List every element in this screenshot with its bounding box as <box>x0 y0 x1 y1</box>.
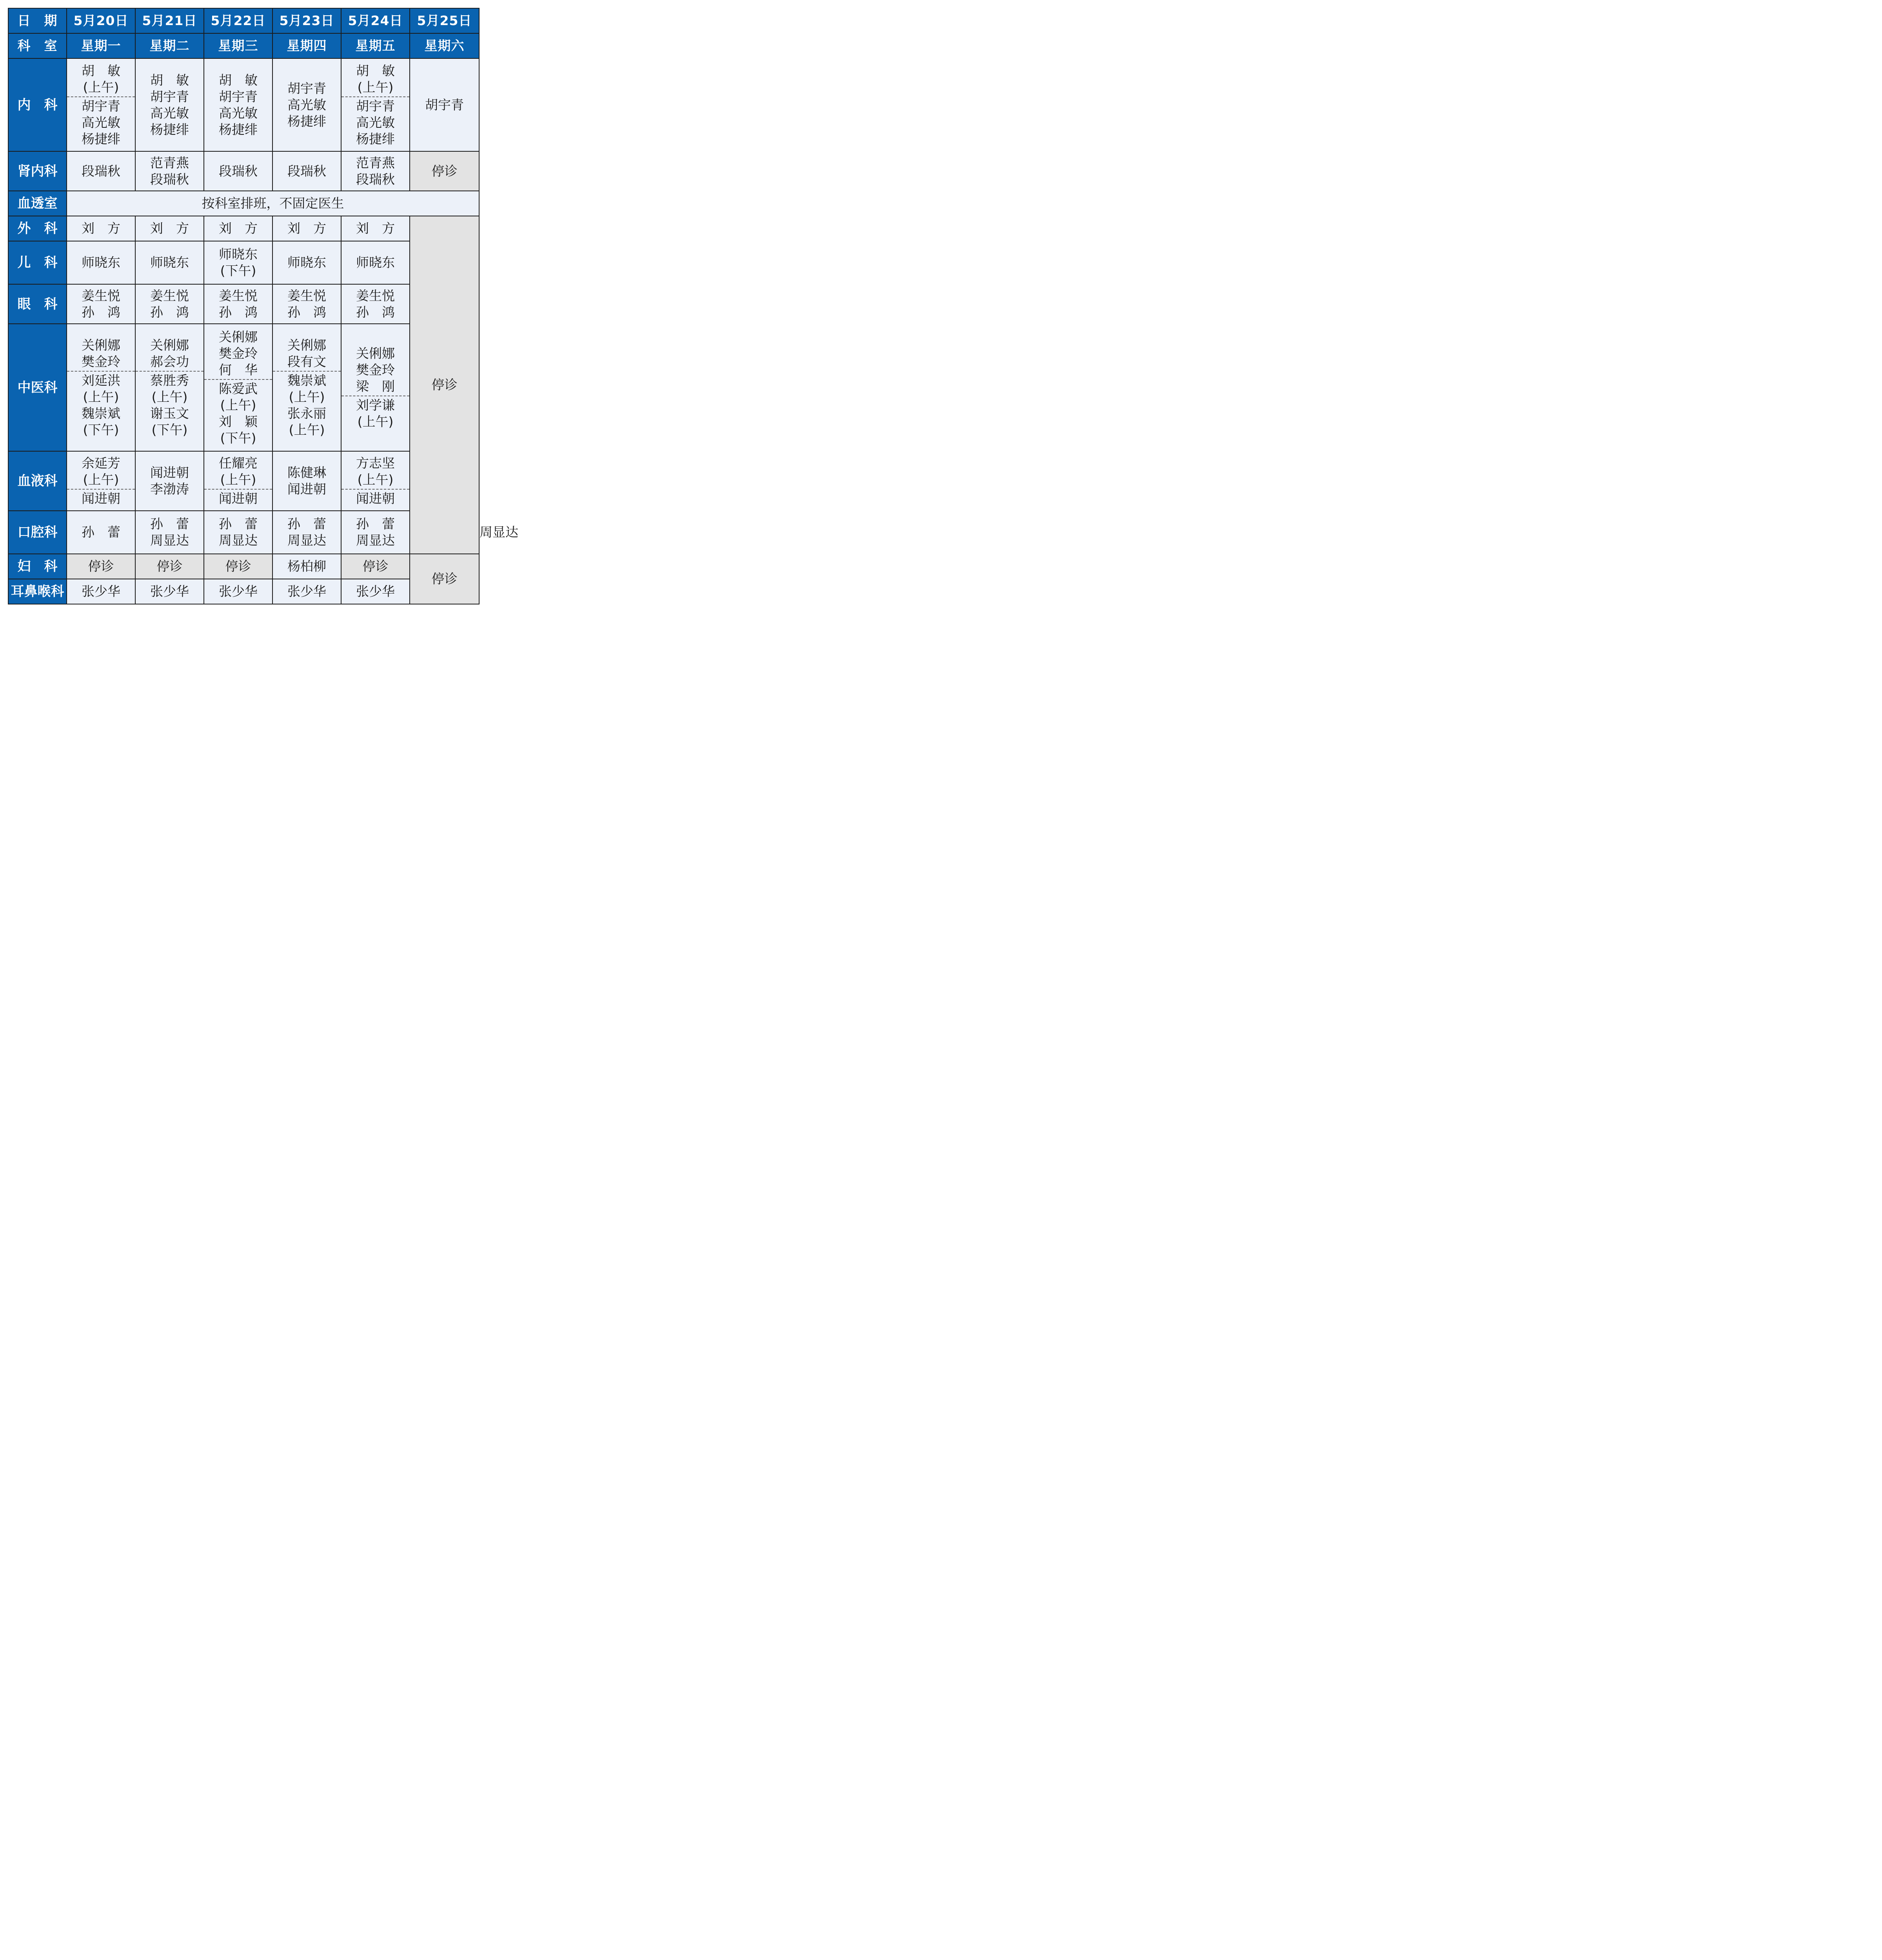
doctor-line: 杨柏柳 <box>287 559 326 574</box>
corner-department-label: 科 室 <box>8 33 67 58</box>
shift-block <box>136 583 203 601</box>
schedule-cell <box>204 579 272 604</box>
doctor-line: 停诊 <box>88 559 114 574</box>
schedule-cell <box>67 58 135 151</box>
doctor-line: (下午) <box>220 430 256 446</box>
schedule-cell <box>135 58 204 151</box>
schedule-cell <box>204 324 272 451</box>
shift-block <box>136 287 203 321</box>
schedule-cell <box>204 58 272 151</box>
shift-block <box>67 454 135 489</box>
row-waike <box>8 216 479 241</box>
schedule-cell <box>272 58 341 151</box>
shift-block <box>273 464 341 498</box>
doctor-line: 杨捷绯 <box>287 113 326 129</box>
doctor-line: 魏崇斌 <box>82 405 120 421</box>
department-label: 血液科 <box>8 451 67 511</box>
doctor-line: 关俐娜 <box>287 337 326 353</box>
schedule-cell <box>135 241 204 284</box>
department-label: 外 科 <box>8 216 67 241</box>
shift-block <box>67 557 135 575</box>
doctor-line: 高光敏 <box>356 114 395 130</box>
row-neike <box>8 58 479 151</box>
doctor-line: 刘 方 <box>219 221 258 236</box>
shift-block <box>67 523 135 541</box>
doctor-line: (上午) <box>220 397 256 413</box>
dialysis-note: 按科室排班，不固定医生 <box>67 191 479 216</box>
doctor-line: 任耀亮 <box>219 456 258 471</box>
schedule-cell <box>341 241 410 284</box>
shift-block <box>204 220 272 238</box>
row-erke <box>8 241 479 284</box>
closed-cell: 停诊 <box>410 554 479 604</box>
shift-block <box>273 583 341 601</box>
shift-block <box>204 583 272 601</box>
schedule-cell <box>67 511 135 554</box>
doctor-line: 杨捷绯 <box>150 122 189 137</box>
doctor-line: 陈健琳 <box>287 465 326 480</box>
doctor-line: 段瑞秋 <box>287 163 326 179</box>
shift-block <box>136 371 203 439</box>
doctor-line: 闻进朝 <box>219 491 258 506</box>
shift-block <box>136 71 203 139</box>
weekday-header: 星期四 <box>272 33 341 58</box>
doctor-line: 关俐娜 <box>150 337 189 353</box>
shift-block <box>273 336 341 371</box>
date-header: 5月22日 <box>204 8 272 33</box>
doctor-line: (上午) <box>357 472 394 487</box>
doctor-line: 范青燕 <box>356 155 395 171</box>
doctor-line: 孙 蕾 <box>150 516 189 532</box>
row-kouqiangke: 口腔科 孙 蕾 孙 蕾 周显达 孙 蕾 周显达 孙 蕾 周显达 孙 蕾 周显达 周显达 <box>8 511 479 554</box>
doctor-line: 胡宇青 <box>219 89 258 104</box>
date-header: 5月21日 <box>135 8 204 33</box>
date-header: 5月23日 <box>272 8 341 33</box>
schedule-cell <box>135 554 204 579</box>
schedule-cell <box>67 451 135 511</box>
schedule-cell <box>341 324 410 451</box>
doctor-line: 高光敏 <box>82 114 120 130</box>
schedule-cell <box>341 554 410 579</box>
schedule-cell <box>272 554 341 579</box>
doctor-line: 张少华 <box>82 584 120 599</box>
doctor-line: (上午) <box>83 79 119 95</box>
doctor-line: 段瑞秋 <box>356 171 395 187</box>
doctor-line: 余延芳 <box>82 456 120 471</box>
shift-block <box>204 245 272 280</box>
schedule-cell <box>341 579 410 604</box>
shift-block <box>204 557 272 575</box>
shift-block <box>342 254 409 272</box>
doctor-line: 孙 鸿 <box>82 304 120 320</box>
doctor-line: 周显达 <box>356 533 395 548</box>
doctor-line: 周显达 <box>219 533 258 548</box>
doctor-line: 樊金玲 <box>82 354 120 369</box>
doctor-line: 师晓东 <box>82 255 120 270</box>
shift-block <box>273 162 341 180</box>
schedule-cell <box>272 451 341 511</box>
doctor-line: 姜生悦 <box>82 288 120 303</box>
doctor-line: 师晓东 <box>356 255 395 270</box>
doctor-line: 蔡胜秀 <box>150 372 189 388</box>
doctor-line: 段瑞秋 <box>219 163 258 179</box>
shift-block <box>273 557 341 575</box>
schedule-cell <box>135 284 204 324</box>
doctor-line: 张少华 <box>219 584 258 599</box>
weekday-header: 星期五 <box>341 33 410 58</box>
shift-block <box>67 583 135 601</box>
shift-block <box>342 287 409 321</box>
doctor-line: 段瑞秋 <box>150 171 189 187</box>
date-header: 5月25日 <box>410 8 479 33</box>
shift-block <box>410 96 479 114</box>
doctor-line: 周显达 <box>150 533 189 548</box>
schedule-cell <box>341 511 410 554</box>
doctor-line: 孙 蕾 <box>287 516 326 532</box>
doctor-line: (上午) <box>357 414 394 429</box>
doctor-line: (上午) <box>220 472 256 487</box>
department-label: 内 科 <box>8 58 67 151</box>
shift-block <box>204 328 272 379</box>
doctor-line: 杨捷绯 <box>219 122 258 137</box>
doctor-line: 姜生悦 <box>356 288 395 303</box>
doctor-line: 姜生悦 <box>150 288 189 303</box>
schedule-cell <box>67 284 135 324</box>
shift-block <box>67 162 135 180</box>
schedule-cell <box>135 151 204 191</box>
schedule-cell <box>67 216 135 241</box>
row-yanke <box>8 284 479 324</box>
schedule-cell <box>272 579 341 604</box>
schedule-cell <box>341 284 410 324</box>
doctor-line: 樊金玲 <box>356 362 395 377</box>
row-zhongyike <box>8 324 479 451</box>
schedule-cell <box>410 58 479 151</box>
shift-block <box>342 489 409 508</box>
doctor-line: 刘学谦 <box>356 397 395 413</box>
schedule-cell <box>272 284 341 324</box>
department-label: 耳鼻喉科 <box>8 579 67 604</box>
department-label: 中医科 <box>8 324 67 451</box>
schedule-cell <box>135 451 204 511</box>
doctor-line: 孙 蕾 <box>356 516 395 532</box>
department-label: 儿 科 <box>8 241 67 284</box>
shift-block <box>273 287 341 321</box>
row-fuke <box>8 554 479 579</box>
department-label: 血透室 <box>8 191 67 216</box>
doctor-line: 郝会功 <box>150 354 189 369</box>
shift-block <box>136 464 203 498</box>
schedule-cell <box>67 241 135 284</box>
doctor-line: 段有文 <box>287 354 326 369</box>
doctor-line: 闻进朝 <box>356 491 395 506</box>
schedule-cell <box>135 216 204 241</box>
schedule-cell <box>341 451 410 511</box>
doctor-line: (下午) <box>151 422 188 437</box>
doctor-line: 魏崇斌 <box>287 372 326 388</box>
doctor-line: (上午) <box>289 389 325 405</box>
shift-block <box>342 396 409 431</box>
corner-date-label: 日 期 <box>8 8 67 33</box>
doctor-line: 李渤涛 <box>150 481 189 497</box>
doctor-line: 闻进朝 <box>82 491 120 506</box>
schedule-cell <box>341 151 410 191</box>
department-label: 口腔科 <box>8 511 67 554</box>
schedule-cell <box>204 451 272 511</box>
weekday-header: 星期六 <box>410 33 479 58</box>
doctor-line: 胡 敏 <box>82 63 120 78</box>
doctor-line: (上午) <box>357 79 394 95</box>
doctor-line: 张少华 <box>150 584 189 599</box>
shift-block <box>273 220 341 238</box>
doctor-line: 胡 敏 <box>150 72 189 88</box>
row-erbihouke <box>8 579 479 604</box>
weekday-header: 星期三 <box>204 33 272 58</box>
shift-block <box>67 287 135 321</box>
shift-block <box>204 454 272 489</box>
department-label: 眼 科 <box>8 284 67 324</box>
row-xuetoushi <box>8 191 479 216</box>
doctor-line: 杨捷绯 <box>82 131 120 147</box>
doctor-line: 关俐娜 <box>356 345 395 361</box>
shift-block <box>136 336 203 371</box>
doctor-line: (上午) <box>289 422 325 437</box>
doctor-line: 停诊 <box>225 559 251 574</box>
date-header: 5月20日 <box>67 8 135 33</box>
schedule-cell <box>272 216 341 241</box>
schedule-cell <box>204 554 272 579</box>
schedule-cell <box>67 554 135 579</box>
doctor-line: 刘 颖 <box>219 414 258 429</box>
doctor-line: 周显达 <box>287 533 326 548</box>
shift-block <box>273 80 341 131</box>
schedule-cell <box>272 324 341 451</box>
doctor-line: 刘 方 <box>150 221 189 236</box>
shift-block <box>342 557 409 575</box>
doctor-line: 陈爱武 <box>219 381 258 396</box>
doctor-line: 孙 鸿 <box>356 304 395 320</box>
doctor-line: 孙 蕾 <box>219 516 258 532</box>
shift-block <box>342 583 409 601</box>
shift-block <box>136 557 203 575</box>
shift-block <box>67 254 135 272</box>
schedule-cell <box>67 579 135 604</box>
doctor-line: 樊金玲 <box>219 345 258 361</box>
doctor-line: (上午) <box>83 389 119 405</box>
doctor-line: 胡宇青 <box>287 80 326 96</box>
doctor-line: 杨捷绯 <box>356 131 395 147</box>
doctor-line: 刘 方 <box>82 221 120 236</box>
schedule-cell <box>67 324 135 451</box>
doctor-line: 高光敏 <box>287 97 326 113</box>
doctor-line: 段瑞秋 <box>82 163 120 179</box>
doctor-line: 张少华 <box>287 584 326 599</box>
doctor-line: 方志坚 <box>356 456 395 471</box>
shift-block <box>342 96 409 148</box>
doctor-line: 关俐娜 <box>219 329 258 345</box>
doctor-line: 师晓东 <box>287 255 326 270</box>
shift-block <box>204 379 272 447</box>
doctor-line: 孙 鸿 <box>150 304 189 320</box>
closed-cell: 停诊 <box>410 216 479 554</box>
doctor-line: 谢玉文 <box>150 405 189 421</box>
shift-block <box>273 515 341 550</box>
schedule-cell <box>272 511 341 554</box>
shift-block <box>67 371 135 439</box>
shift-block <box>204 287 272 321</box>
doctor-line: 师晓东 <box>150 255 189 270</box>
shift-block <box>342 515 409 550</box>
doctor-line: 师晓东 <box>219 247 258 262</box>
shift-block <box>342 345 409 396</box>
date-row <box>8 8 479 33</box>
schedule-cell <box>272 241 341 284</box>
doctor-line: 胡宇青 <box>425 97 464 113</box>
doctor-line: 孙 鸿 <box>219 304 258 320</box>
doctor-line: 刘 方 <box>356 221 395 236</box>
weekday-header: 星期一 <box>67 33 135 58</box>
shift-block <box>67 96 135 148</box>
schedule-cell <box>341 216 410 241</box>
doctor-line: 姜生悦 <box>287 288 326 303</box>
schedule-cell <box>204 151 272 191</box>
duty-schedule-table <box>8 8 518 604</box>
weekday-header: 星期二 <box>135 33 204 58</box>
schedule-cell <box>204 241 272 284</box>
doctor-line: (下午) <box>83 422 119 437</box>
schedule-cell <box>204 511 272 554</box>
weekday-row <box>8 33 479 58</box>
doctor-line: 刘延洪 <box>82 372 120 388</box>
schedule-cell <box>135 511 204 554</box>
department-label: 肾内科 <box>8 151 67 191</box>
shift-block <box>342 454 409 489</box>
shift-block <box>204 515 272 550</box>
shift-block <box>67 220 135 238</box>
doctor-line: (上午) <box>83 472 119 487</box>
doctor-line: 胡 敏 <box>356 63 395 78</box>
schedule-cell <box>135 324 204 451</box>
doctor-line: 张永丽 <box>287 405 326 421</box>
schedule-cell <box>204 284 272 324</box>
shift-block <box>342 62 409 96</box>
doctor-line: 胡宇青 <box>82 98 120 114</box>
schedule-cell <box>204 216 272 241</box>
date-header: 5月24日 <box>341 8 410 33</box>
shift-block <box>204 162 272 180</box>
shift-block <box>67 336 135 371</box>
doctor-line: 姜生悦 <box>219 288 258 303</box>
shift-block <box>342 154 409 189</box>
shift-block <box>342 220 409 238</box>
schedule-cell <box>341 58 410 151</box>
doctor-line: 胡宇青 <box>356 98 395 114</box>
doctor-line: 张少华 <box>356 584 395 599</box>
doctor-line: 孙 鸿 <box>287 304 326 320</box>
doctor-line: 高光敏 <box>219 105 258 121</box>
doctor-line: (下午) <box>220 263 256 278</box>
schedule-cell <box>135 579 204 604</box>
doctor-line: 梁 刚 <box>356 378 395 394</box>
doctor-line: 停诊 <box>362 559 389 574</box>
shift-block <box>136 254 203 272</box>
doctor-line: 胡 敏 <box>219 72 258 88</box>
shift-block <box>273 371 341 439</box>
doctor-line: (上午) <box>151 389 188 405</box>
closed-cell: 停诊 <box>410 151 479 191</box>
doctor-line: 范青燕 <box>150 155 189 171</box>
doctor-line: 闻进朝 <box>150 465 189 480</box>
department-label: 妇 科 <box>8 554 67 579</box>
doctor-line: 闻进朝 <box>287 481 326 497</box>
row-shenneike <box>8 151 479 191</box>
doctor-line: 高光敏 <box>150 105 189 121</box>
doctor-line: 胡宇青 <box>150 89 189 104</box>
shift-block <box>136 515 203 550</box>
shift-block <box>204 71 272 139</box>
doctor-line: 关俐娜 <box>82 337 120 353</box>
schedule-cell <box>67 151 135 191</box>
schedule-cell <box>272 151 341 191</box>
shift-block <box>273 254 341 272</box>
shift-block <box>136 220 203 238</box>
shift-block <box>204 489 272 508</box>
shift-block <box>136 154 203 189</box>
shift-block <box>67 62 135 96</box>
row-xueyeke <box>8 451 479 511</box>
doctor-line: 停诊 <box>156 559 183 574</box>
doctor-line: 孙 蕾 <box>82 524 120 540</box>
doctor-line: 刘 方 <box>287 221 326 236</box>
doctor-line: 何 华 <box>219 362 258 377</box>
shift-block <box>67 489 135 508</box>
